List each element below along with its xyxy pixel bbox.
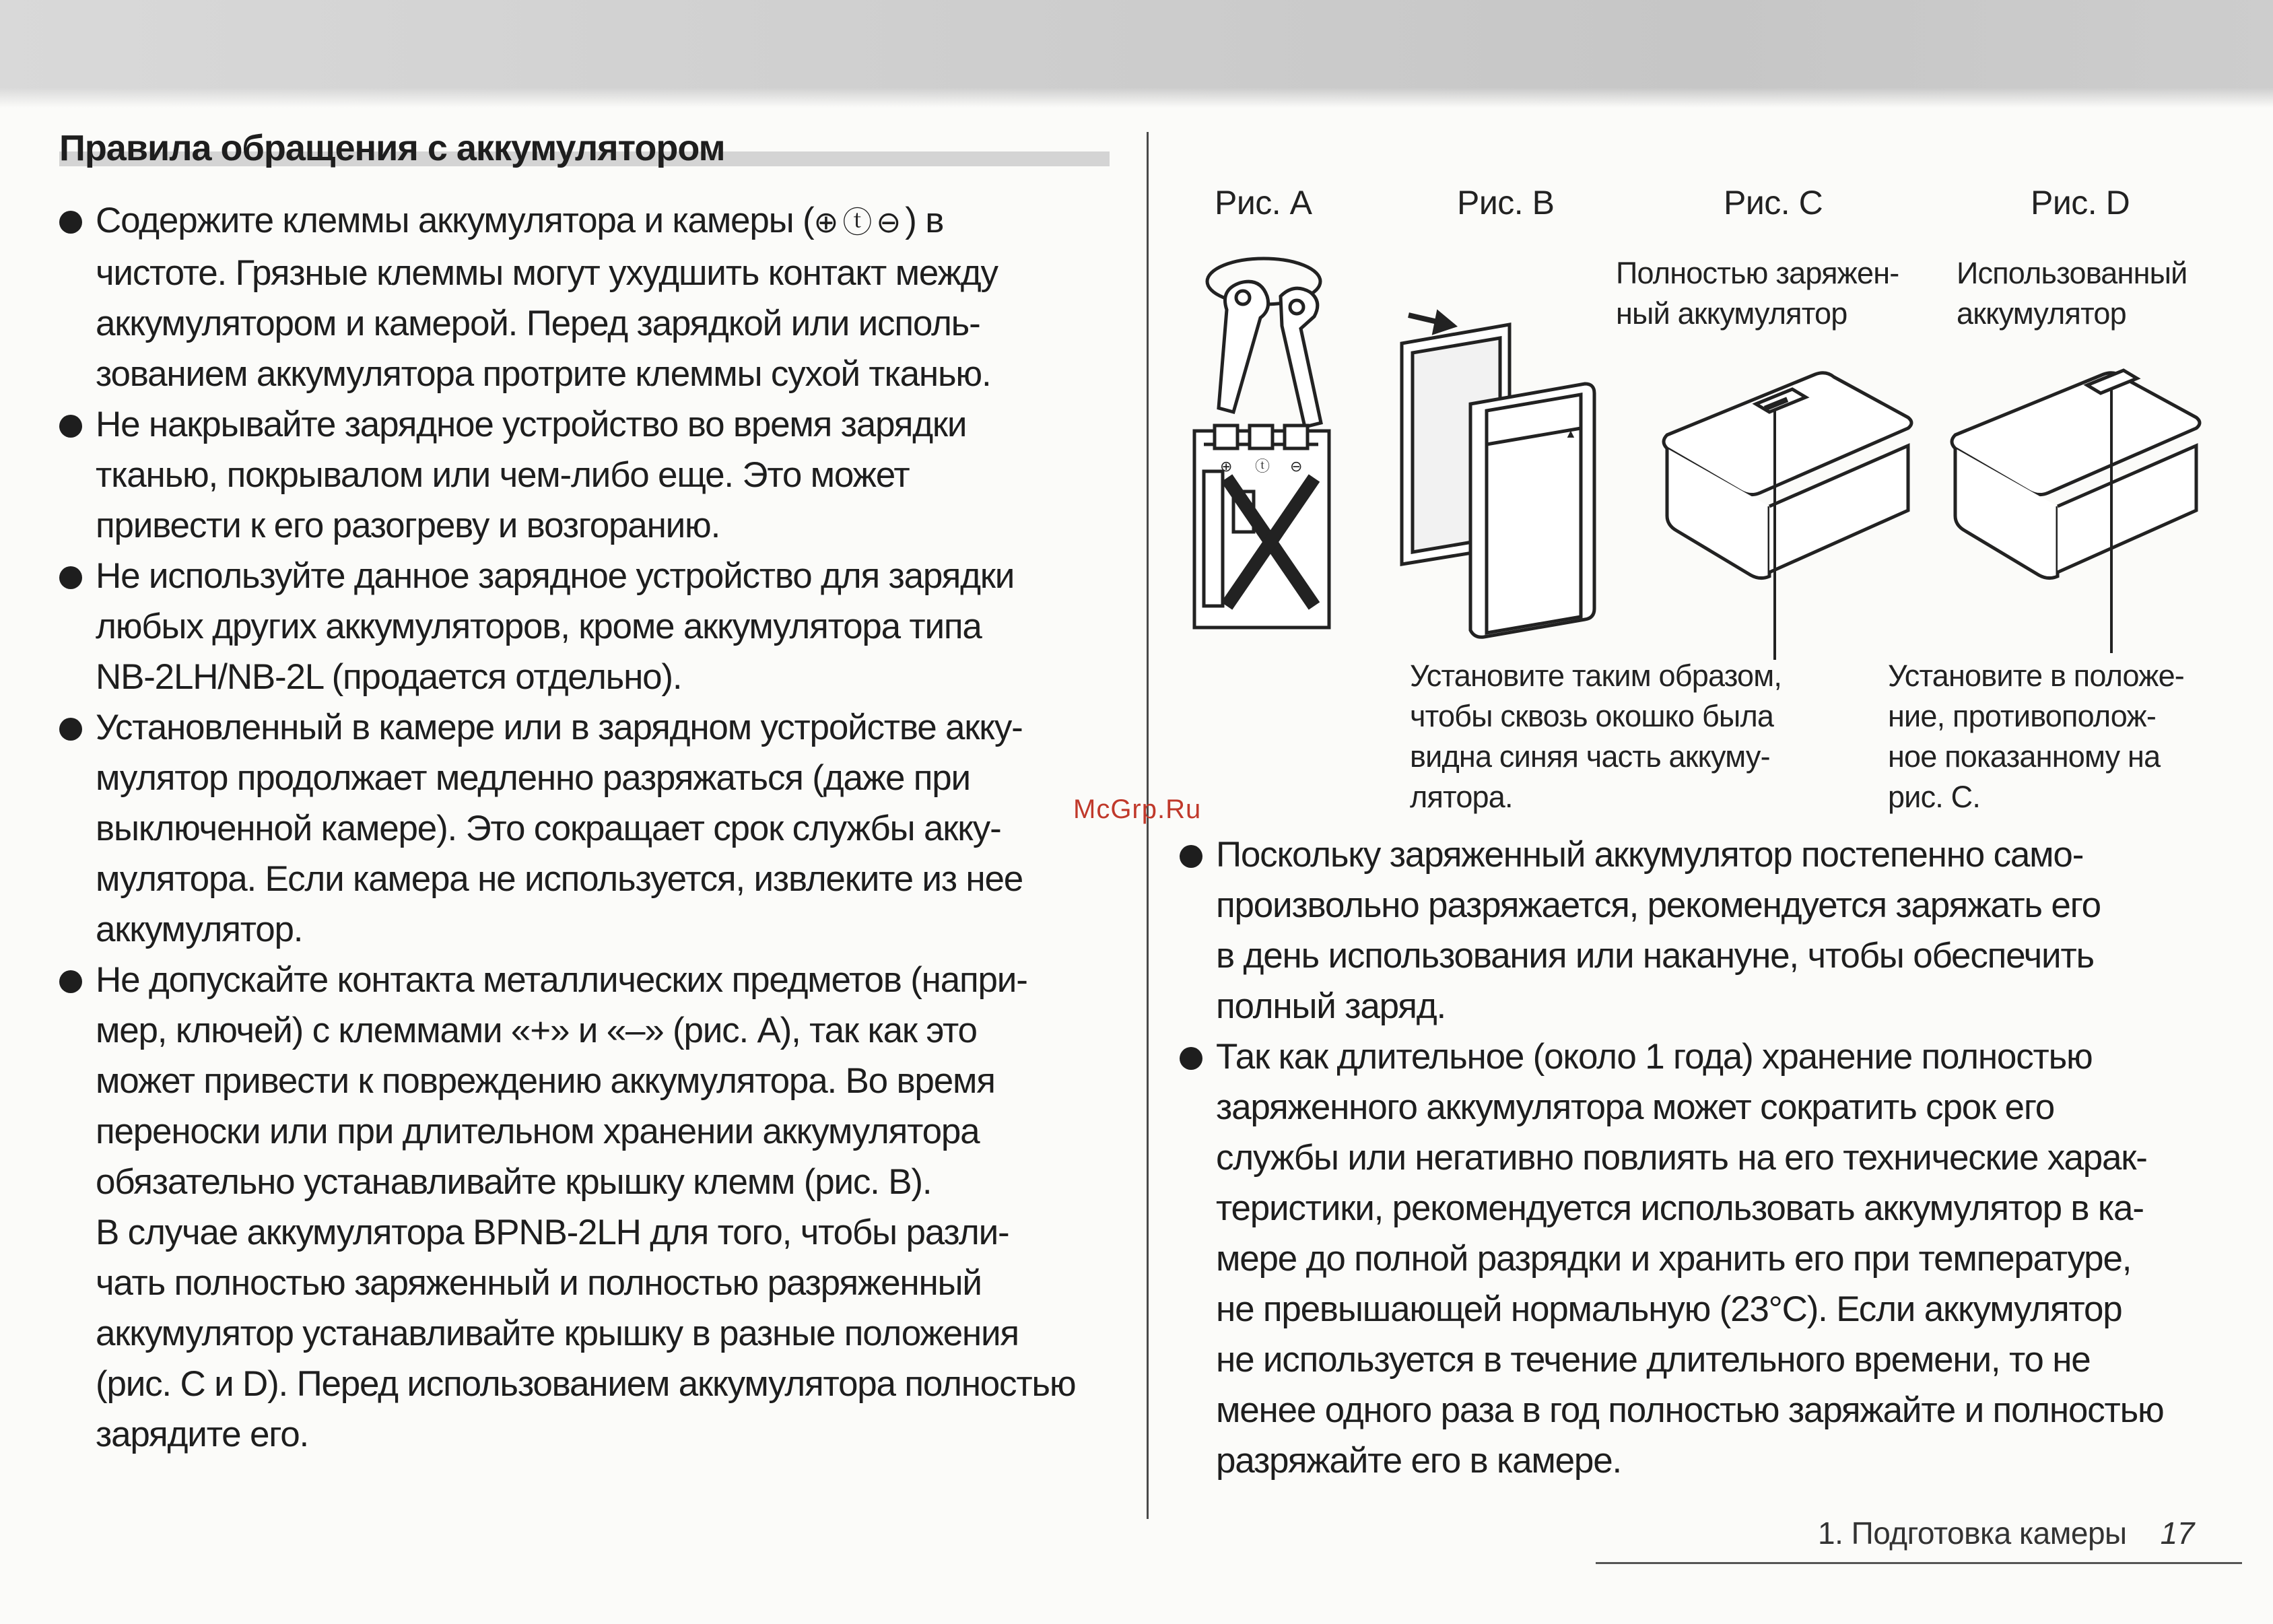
terminal-plus-mark: ⊕ — [1220, 459, 1233, 475]
text-line: зованием аккумулятора протрите клеммы сухой тканью. — [96, 354, 991, 394]
text-line: обязательно устанавливайте крышку клемм (рис. B). — [96, 1162, 932, 1202]
bullet-metal-objects — [59, 955, 1123, 1207]
text-line: Поскольку заряженный аккумулятор постепенно само- — [1216, 835, 2084, 875]
watermark: McGrp.Ru — [1073, 794, 1202, 824]
terminal-minus-mark: ⊖ — [1290, 459, 1303, 475]
figure-a-keys-drawing — [1194, 259, 1329, 628]
terminal-t-mark: ⓣ — [1255, 459, 1270, 475]
text-line: тканью, покрывалом или чем-либо еще. Это может — [96, 455, 910, 495]
section-heading: Правила обращения с аккумулятором — [59, 127, 1110, 170]
figure-c-bottom-caption: Установите таким образом, чтобы сквозь окошко была видна синяя часть аккуму- лятора. — [1410, 658, 1782, 814]
text-line: чистоте. Грязные клеммы могут ухудшить контакт между — [96, 253, 998, 293]
bullet-dot — [1180, 845, 1202, 868]
text-line: не превышающей нормальную (23°C). Если аккумулятор — [1216, 1289, 2122, 1329]
bullet-charge-before-use — [1180, 830, 2243, 1031]
text-line: менее одного раза в год полностью заряжайте и полностью — [1216, 1390, 2164, 1430]
figure-d-label: Рис. D — [2031, 184, 2130, 222]
page-number: 17 — [2160, 1516, 2194, 1551]
text-line: Не используйте данное зарядное устройство для зарядки — [96, 556, 1015, 596]
text-line: в день использования или накануне, чтобы обеспечить — [1216, 936, 2094, 976]
bullet-dot — [59, 566, 82, 589]
text-line: аккумулятором и камерой. Перед зарядкой или исполь- — [96, 304, 980, 343]
text-line: произвольно разряжается, рекомендуется заряжать его — [1216, 885, 2101, 925]
cover-position-note — [59, 1207, 1123, 1460]
text-line: может привести к повреждению аккумулятора. Во время — [96, 1061, 995, 1101]
figure-c-top-caption: Полностью заряжен- ный аккумулятор — [1616, 256, 1899, 331]
footer-rule — [1596, 1562, 2242, 1564]
text-line: Не накрывайте зарядное устройство во время зарядки — [96, 405, 967, 444]
text-line: Не допускайте контакта металлических предметов (напри- — [96, 960, 1027, 1000]
text-line: зарядите его. — [96, 1415, 309, 1454]
bullet-long-storage — [1180, 1031, 2243, 1486]
figure-d-top-caption: Использованный аккумулятор — [1957, 256, 2187, 331]
column-divider — [1147, 132, 1149, 1519]
text-line: мулятора. Если камера не используется, извлеките из нее — [96, 859, 1023, 899]
figure-c-battery-drawing — [1664, 373, 1911, 578]
bullet-dot — [59, 415, 82, 438]
page-footer — [1818, 1515, 2194, 1551]
text-line: аккумулятор. — [96, 910, 303, 949]
text-line: аккумулятор устанавливайте крышку в разные положения — [96, 1314, 1019, 1353]
figure-b-cover-drawing — [1402, 312, 1594, 637]
text-line: (рис. C и D). Перед использованием аккумулятора полностью — [96, 1364, 1076, 1404]
text-line: заряженного аккумулятора может сократить срок его — [1216, 1087, 2055, 1127]
bullet-self-discharge — [59, 702, 1123, 955]
bullet-dot — [59, 718, 82, 741]
text-line: выключенной камере). Это сокращает срок службы акку- — [96, 809, 1001, 848]
top-gray-band — [0, 0, 2273, 108]
text-line: теристики, рекомендуется использовать аккумулятор в ка- — [1216, 1188, 2144, 1228]
text-line: Так как длительное (около 1 года) хранение полностью — [1216, 1037, 2093, 1077]
text-line: любых других аккумуляторов, кроме аккумулятора типа — [96, 607, 982, 646]
figures-illustration — [1180, 242, 2230, 660]
right-column — [1180, 830, 2243, 1486]
figure-d-battery-drawing — [1952, 370, 2200, 578]
text-line: мере до полной разрядки и хранить его при температуре, — [1216, 1239, 2132, 1279]
bullet-other-batteries — [59, 551, 1123, 702]
text-line: NB-2LH/NB-2L (продается отдельно). — [96, 657, 682, 697]
bullet-dot — [1180, 1047, 1202, 1070]
figure-d-bottom-caption: Установите в положе- ние, противополож- ное показанному на рис. C. — [1888, 658, 2184, 814]
text-line: привести к его разогреву и возгоранию. — [96, 506, 720, 545]
svg-text:▲: ▲ — [1565, 427, 1577, 440]
text-line: полный заряд. — [1216, 986, 1446, 1026]
text-line: чать полностью заряженный и полностью разряженный — [96, 1263, 982, 1303]
text-line: службы или негативно повлиять на его технические харак- — [1216, 1138, 2147, 1178]
text-line: разряжайте его в камере. — [1216, 1441, 1621, 1481]
figure-a-label: Рис. A — [1215, 184, 1312, 222]
bullet-dot — [59, 970, 82, 993]
left-column — [59, 195, 1123, 1460]
text-line: Содержите клеммы аккумулятора и камеры (⊕ⓣ⊖) в — [96, 201, 944, 240]
text-line: В случае аккумулятора BPNB-2LH для того, чтобы разли- — [96, 1213, 1009, 1252]
terminal-symbols: ⊕ⓣ⊖ — [813, 206, 906, 239]
bullet-terminals-clean — [59, 195, 1123, 399]
chapter-title: 1. Подготовка камеры — [1818, 1516, 2127, 1551]
bullet-dot — [59, 211, 82, 234]
text-line: переноски или при длительном хранении аккумулятора — [96, 1112, 980, 1151]
text-line: мулятор продолжает медленно разряжаться (даже при — [96, 758, 970, 798]
text-line: Установленный в камере или в зарядном устройстве акку- — [96, 708, 1023, 747]
text-line: мер, ключей) с клеммами «+» и «–» (рис. A), так как это — [96, 1011, 977, 1050]
figure-b-label: Рис. B — [1457, 184, 1555, 222]
bullet-do-not-cover — [59, 399, 1123, 551]
figure-c-label: Рис. C — [1724, 184, 1823, 222]
text-line: не используется в течение длительного времени, то не — [1216, 1340, 2091, 1380]
